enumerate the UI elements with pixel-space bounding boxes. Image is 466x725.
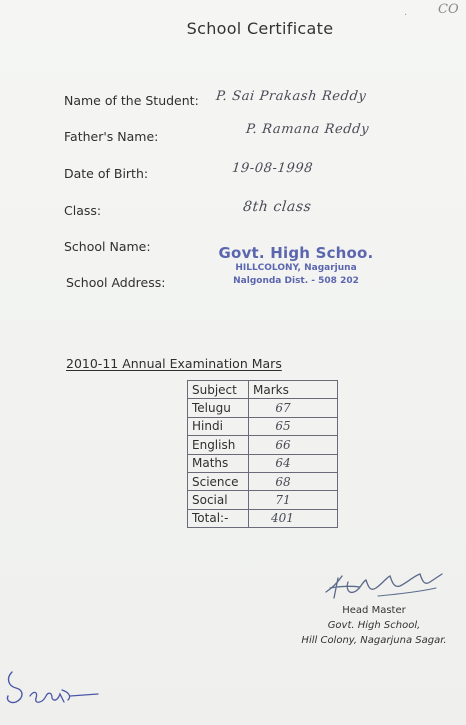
marks-column-header: Marks — [249, 381, 338, 399]
mark-cell: 65 — [249, 417, 338, 435]
school-name-label: School Name: — [64, 239, 151, 254]
subject-cell: English — [188, 436, 249, 454]
headmaster-signature — [318, 568, 448, 604]
table-row — [188, 436, 338, 454]
marks-table — [187, 380, 338, 528]
table-row — [188, 472, 338, 490]
table-header-row — [188, 381, 338, 399]
stamp-school-name: Govt. High Schoo. — [218, 244, 374, 262]
table-row — [188, 417, 338, 435]
total-row — [188, 509, 338, 527]
subject-cell: Maths — [188, 454, 249, 472]
subject-column-header: Subject — [188, 381, 249, 399]
subject-cell: Science — [188, 472, 249, 490]
total-label-cell: Total:- — [188, 509, 249, 527]
subject-cell: Social — [188, 491, 249, 509]
student-name-label: Name of the Student: — [64, 93, 199, 108]
class-label: Class: — [64, 203, 102, 218]
page-title: School Certificate — [186, 19, 334, 38]
school-stamp — [216, 244, 376, 286]
class-value: 8th class — [242, 199, 313, 215]
subject-cell: Telugu — [188, 399, 249, 417]
mark-cell: 66 — [249, 436, 338, 454]
signatory-block — [284, 603, 464, 648]
dob-label: Date of Birth: — [64, 166, 149, 181]
subject-cell: Hindi — [188, 417, 249, 435]
corner-note: CO — [438, 2, 459, 17]
marks-heading: 2010-11 Annual Examination Mars — [66, 356, 282, 371]
total-mark-cell: 401 — [249, 509, 338, 527]
father-name-label: Father's Name: — [64, 129, 159, 144]
mark-cell: 64 — [249, 454, 338, 472]
mark-cell: 68 — [249, 472, 338, 490]
handwritten-initials — [2, 666, 112, 716]
father-name-value: P. Ramana Reddy — [245, 122, 370, 137]
mark-cell: 67 — [249, 399, 338, 417]
table-row — [188, 399, 338, 417]
table-row — [188, 454, 338, 472]
table-row — [188, 491, 338, 509]
student-name-value: P. Sai Prakash Reddy — [215, 89, 368, 104]
school-address-label: School Address: — [66, 275, 166, 290]
signatory-school: Govt. High School, — [327, 620, 421, 631]
mark-cell: 71 — [249, 491, 338, 509]
dob-value: 19-08-1998 — [231, 161, 314, 176]
signatory-address: Hill Colony, Nagarjuna Sagar. — [301, 635, 447, 646]
stamp-locality: HILLCOLONY, Nagarjuna — [235, 263, 357, 273]
signatory-title: Head Master — [342, 605, 406, 616]
stamp-district: Nalgonda Dist. - 508 202 — [233, 276, 359, 286]
corner-dot: · — [404, 10, 408, 21]
